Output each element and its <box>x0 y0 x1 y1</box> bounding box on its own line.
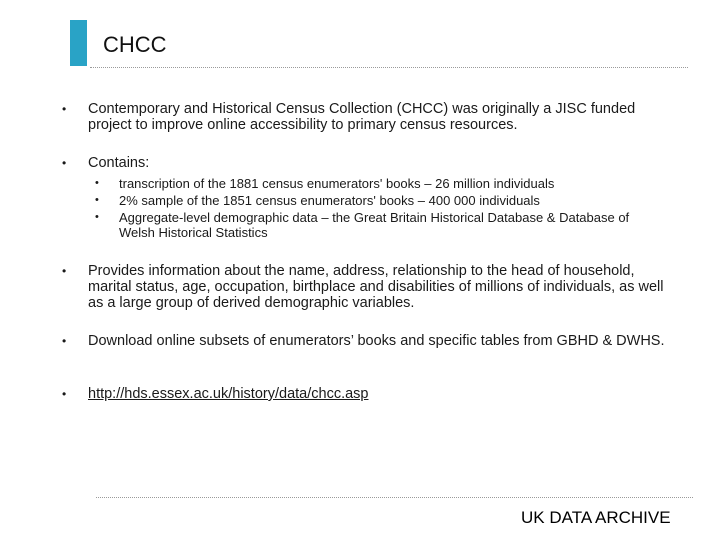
sub-bullet-marker: • <box>95 177 99 189</box>
sub-bullet-text: Aggregate-level demographic data – the Great Britain Historical Database & Database of Welsh Historical Statistics <box>119 210 630 240</box>
bullet-text: Contemporary and Historical Census Collection (CHCC) was originally a JISC funded project to improve online accessibility to primary census resources. <box>88 101 636 133</box>
uk-data-archive-logo: UK DATA ARCHIVE <box>521 508 671 527</box>
sub-bullet-text: transcription of the 1881 census enumerators' books – 26 million individuals <box>119 176 555 191</box>
bullet-text: Provides information about the name, address, relationship to the head of household, marital status, age, occupation, birthplace and disabilities of millions of individuals, as well as a large group of derived demographic variables. <box>88 263 664 311</box>
sub-bullet-marker: • <box>95 194 99 206</box>
bullet-text: Contains: <box>88 155 150 171</box>
bullet-marker: • <box>62 264 67 278</box>
slide-title: CHCC <box>103 32 167 57</box>
bullet-marker: • <box>62 102 67 116</box>
bottom-dotted-rule <box>96 497 693 498</box>
sub-bullet-marker: • <box>95 211 99 223</box>
bullet-marker: • <box>62 334 67 348</box>
sub-bullet-text: 2% sample of the 1851 census enumerators' books – 400 000 individuals <box>119 193 540 208</box>
chcc-url-link[interactable]: http://hds.essex.ac.uk/history/data/chcc.asp <box>88 386 369 402</box>
bullet-text: Download online subsets of enumerators’ books and specific tables from GBHD & DWHS. <box>88 333 665 349</box>
bullet-marker: • <box>62 156 67 170</box>
bullet-marker: • <box>62 387 67 401</box>
